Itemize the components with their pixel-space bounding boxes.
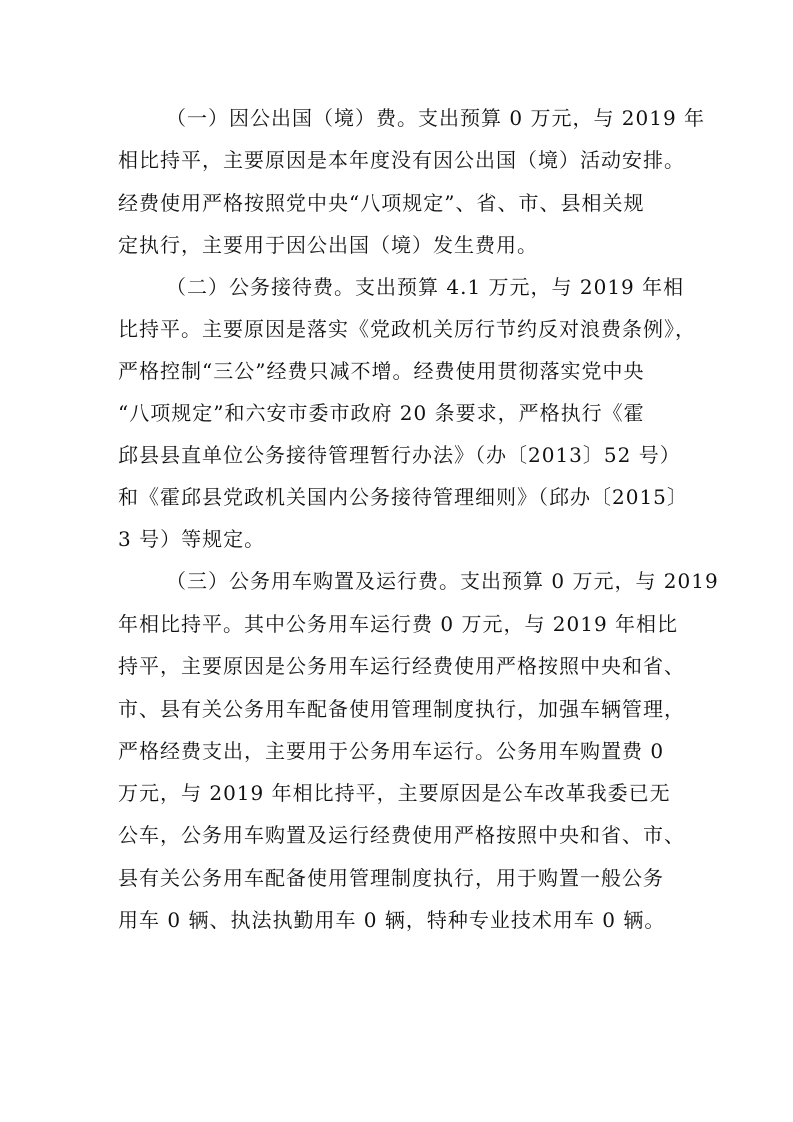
section3-line-3: 持平，主要原因是公务用车运行经费使用严格按照中央和省、	[118, 654, 685, 678]
section1-line-4: 定执行，主要用于因公出国（境）发生费用。	[118, 233, 538, 257]
section3-line-7: 公车，公务用车购置及运行经费使用严格按照中央和省、市、	[118, 823, 685, 847]
section3-line-9: 用车 0 辆、执法执勤用车 0 辆，特种专业技术用车 0 辆。	[118, 908, 666, 932]
section3-line-2: 年相比持平。其中公务用车运行费 0 万元，与 2019 年相比	[118, 612, 679, 636]
section1-line-3: 经费使用严格按照党中央“八项规定”、省、市、县相关规	[118, 191, 645, 215]
section3-line-1: （三）公务用车购置及运行费。支出预算 0 万元，与 2019	[166, 569, 719, 593]
section2-line-3: 严格控制“三公”经费只减不增。经费使用贯彻落实党中央	[118, 359, 645, 383]
section2-line-1: （二）公务接待费。支出预算 4.1 万元，与 2019 年相	[166, 275, 685, 299]
section3-line-8: 县有关公务用车配备使用管理制度执行，用于购置一般公务	[118, 866, 664, 890]
section3-line-5: 严格经费支出，主要用于公务用车运行。公务用车购置费 0	[118, 739, 665, 763]
section3-line-6: 万元，与 2019 年相比持平，主要原因是公车改革我委已无	[118, 781, 671, 805]
section2-line-2: 比持平。主要原因是落实《党政机关厉行节约反对浪费条例》，	[118, 317, 696, 341]
section2-line-6: 和《霍邱县党政机关国内公务接待管理细则》（邱办〔2015〕	[118, 485, 688, 509]
section2-line-4: “八项规定”和六安市委市政府 20 条要求，严格执行《霍	[118, 401, 645, 425]
section3-line-4: 市、县有关公务用车配备使用管理制度执行，加强车辆管理，	[118, 697, 685, 721]
section1-line-1: （一）因公出国（境）费。支出预算 0 万元，与 2019 年	[166, 106, 706, 130]
section1-line-2: 相比持平，主要原因是本年度没有因公出国（境）活动安排。	[118, 148, 685, 172]
section2-line-7: 3 号）等规定。	[118, 527, 266, 551]
section2-line-5: 邱县县直单位公务接待管理暂行办法》（办〔2013〕52 号）	[118, 443, 681, 467]
